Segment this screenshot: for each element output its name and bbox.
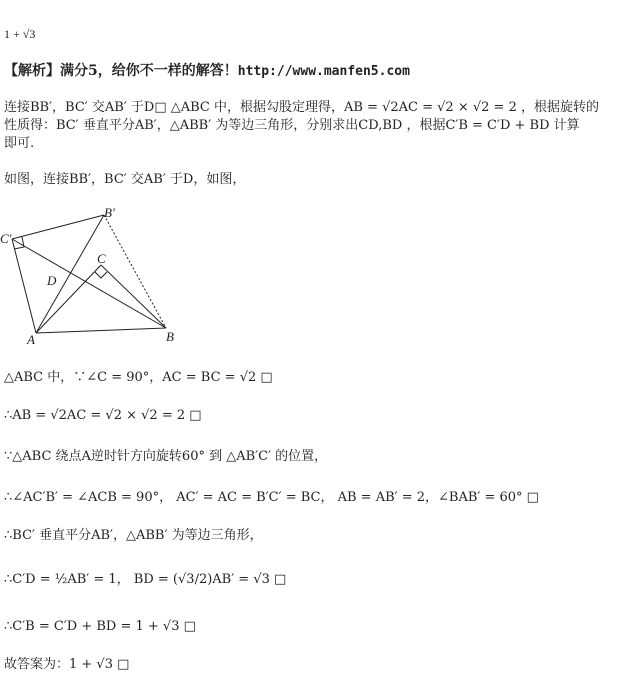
analysis-header: [4, 63, 410, 80]
segment-A-B: [36, 328, 166, 333]
step-3: ∵△ABC 绕点A逆时针方向旋转60° 到 △AB′C′ 的位置，: [4, 449, 328, 464]
step-7: ∴C′B = C′D + BD = 1 + √3 □: [4, 619, 196, 634]
label-C: C: [97, 251, 106, 266]
top-answer: 1 + √3: [4, 27, 36, 41]
step-1: △ABC 中，∵∠C = 90°，AC = BC = √2 □: [4, 370, 273, 385]
intro-text: 如图，连接BB′，BC′ 交AB′ 于D，如图，: [4, 172, 246, 187]
label-B: B: [166, 329, 174, 344]
step-6: ∴C′D = ½AB′ = 1， BD = (√3/2)AB′ = √3 □: [4, 572, 287, 587]
geometry-figure: [0, 205, 200, 350]
label-C-prime: C′: [0, 231, 12, 246]
segment-Cprime-B: [12, 239, 166, 328]
label-A: A: [27, 332, 35, 347]
header-label: 【解析】满分5，给你不一样的解答！: [4, 63, 238, 79]
analysis-line-2: 性质得：BC′ 垂直平分AB′，△ABB′ 为等边三角形，分别求出CD,BD ，根据C′B = C′D + BD 计算: [4, 118, 580, 133]
segment-A-C: [36, 265, 101, 333]
analysis-line-1: 连接BB′，BC′ 交AB′ 于D□ △ABC 中，根据勾股定理得，AB = √2AC = √2 × √2 = 2 ，根据旋转的: [4, 100, 599, 115]
step-8: 故答案为：1 + √3 □: [4, 657, 130, 672]
segment-Cprime-A: [12, 239, 36, 333]
header-site-link[interactable]: http://www.manfen5.com: [237, 64, 410, 79]
step-2: ∴AB = √2AC = √2 × √2 = 2 □: [4, 408, 202, 423]
right-angle-mark-C: [95, 272, 107, 278]
label-D: D: [47, 273, 57, 288]
segment-Cprime-Bprime: [12, 215, 104, 239]
segment-Bprime-B: [104, 215, 166, 328]
analysis-line-3: 即可.: [4, 136, 35, 151]
step-4: ∴∠AC′B′ = ∠ACB = 90°， AC′ = AC = B′C′ = BC， AB = AB′ = 2，∠BAB′ = 60° □: [4, 490, 539, 505]
step-5: ∴BC′ 垂直平分AB′，△ABB′ 为等边三角形，: [4, 528, 263, 543]
label-B-prime: B′: [104, 205, 115, 220]
